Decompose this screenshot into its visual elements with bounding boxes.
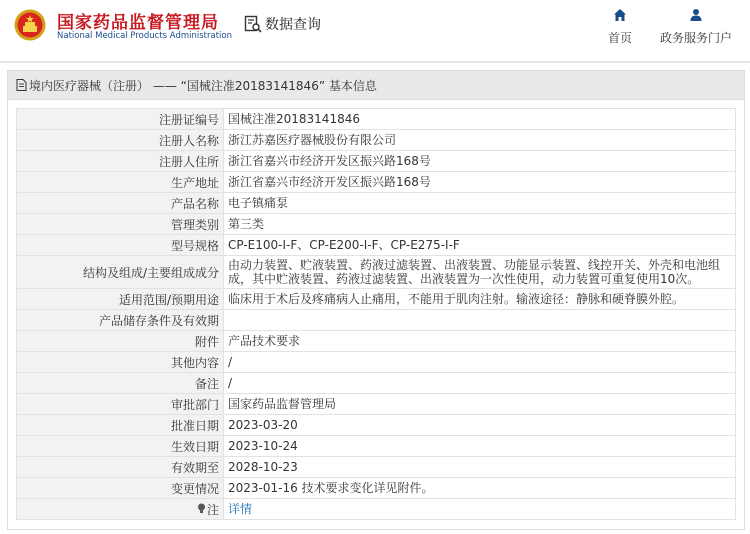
table-row: [17, 457, 736, 478]
row-value: 国械注准20183141846: [224, 109, 736, 130]
table-row-note: [17, 499, 736, 520]
table-row: [17, 172, 736, 193]
lightbulb-icon: [197, 503, 206, 517]
search-document-icon: [244, 15, 262, 33]
site-title: 国家药品监督管理局: [57, 13, 219, 33]
table-row: [17, 415, 736, 436]
table-row: [17, 193, 736, 214]
nav-home-label: 首页: [607, 31, 632, 45]
site-header: [0, 0, 750, 62]
row-key: 注册人名称: [17, 130, 224, 151]
row-value: 产品技术要求: [224, 331, 736, 352]
row-value: 2023-03-20: [224, 415, 736, 436]
nav-home[interactable]: [604, 8, 636, 46]
row-value: 浙江省嘉兴市经济开发区振兴路168号: [224, 151, 736, 172]
row-key: 产品名称: [17, 193, 224, 214]
table-row: [17, 289, 736, 310]
table-row: [17, 310, 736, 331]
row-key: 适用范围/预期用途: [17, 289, 224, 310]
row-key: 生效日期: [17, 436, 224, 457]
site-subtitle: National Medical Products Administration: [57, 31, 232, 41]
nav-gov-label: 政务服务门户: [659, 31, 732, 45]
row-value: 第三类: [224, 214, 736, 235]
home-icon: [613, 8, 627, 22]
detail-table: [16, 108, 736, 520]
row-key: 附件: [17, 331, 224, 352]
row-value: 临床用于术后及疼痛病人止痛用，不能用于肌肉注射。输液途径：静脉和硬脊膜外腔。: [224, 289, 736, 310]
row-key: 型号规格: [17, 235, 224, 256]
row-key: 备注: [17, 373, 224, 394]
table-row: [17, 130, 736, 151]
data-query-label: 数据查询: [265, 17, 321, 33]
nav-gov-portal[interactable]: [656, 8, 736, 46]
row-key: 批准日期: [17, 415, 224, 436]
table-row: [17, 352, 736, 373]
row-key: 变更情况: [17, 478, 224, 499]
row-key: 有效期至: [17, 457, 224, 478]
row-value: 浙江省嘉兴市经济开发区振兴路168号: [224, 172, 736, 193]
row-value: 2028-10-23: [224, 457, 736, 478]
row-key: 生产地址: [17, 172, 224, 193]
row-value: 浙江苏嘉医疗器械股份有限公司: [224, 130, 736, 151]
row-value: /: [224, 373, 736, 394]
panel-title-text: 境内医疗器械（注册） —— “国械注准20183141846” 基本信息: [29, 78, 377, 93]
table-row: [17, 436, 736, 457]
table-row: [17, 109, 736, 130]
row-key: 其他内容: [17, 352, 224, 373]
row-key: 管理类别: [17, 214, 224, 235]
row-value: /: [224, 352, 736, 373]
row-value: 2023-10-24: [224, 436, 736, 457]
document-icon: [16, 79, 27, 91]
details-link[interactable]: 详情: [228, 502, 253, 516]
note-key: [17, 499, 224, 520]
note-value: [224, 499, 736, 520]
row-key: 产品储存条件及有效期: [17, 310, 224, 331]
row-key: 结构及组成/主要组成成分: [17, 256, 224, 289]
note-key-label: 注: [206, 502, 219, 517]
table-row: [17, 331, 736, 352]
row-value: 由动力装置、贮液装置、药液过滤装置、出液装置、功能显示装置、线控开关、外壳和电池组成，其中贮液装置、药液过滤装置、出液装置为一次性使用，动力装置可重复使用10次。: [224, 256, 736, 289]
header-divider: [0, 61, 750, 63]
table-row: [17, 214, 736, 235]
detail-panel: [7, 70, 745, 530]
table-row: [17, 151, 736, 172]
table-row: [17, 394, 736, 415]
row-value: 国家药品监督管理局: [224, 394, 736, 415]
data-query-link[interactable]: [244, 14, 321, 34]
table-row: [17, 256, 736, 289]
user-icon: [689, 8, 703, 22]
row-key: 注册证编号: [17, 109, 224, 130]
row-value: 电子镇痛泵: [224, 193, 736, 214]
table-row: [17, 235, 736, 256]
panel-title: [8, 71, 744, 100]
row-value: 2023-01-16 技术要求变化详见附件。: [224, 478, 736, 499]
row-key: 注册人住所: [17, 151, 224, 172]
row-key: 审批部门: [17, 394, 224, 415]
table-row: [17, 478, 736, 499]
national-emblem-icon: [14, 9, 46, 41]
row-value: [224, 310, 736, 331]
table-row: [17, 373, 736, 394]
row-value: CP-E100-Ⅰ-F、CP-E200-Ⅰ-F、CP-E275-Ⅰ-F: [224, 235, 736, 256]
